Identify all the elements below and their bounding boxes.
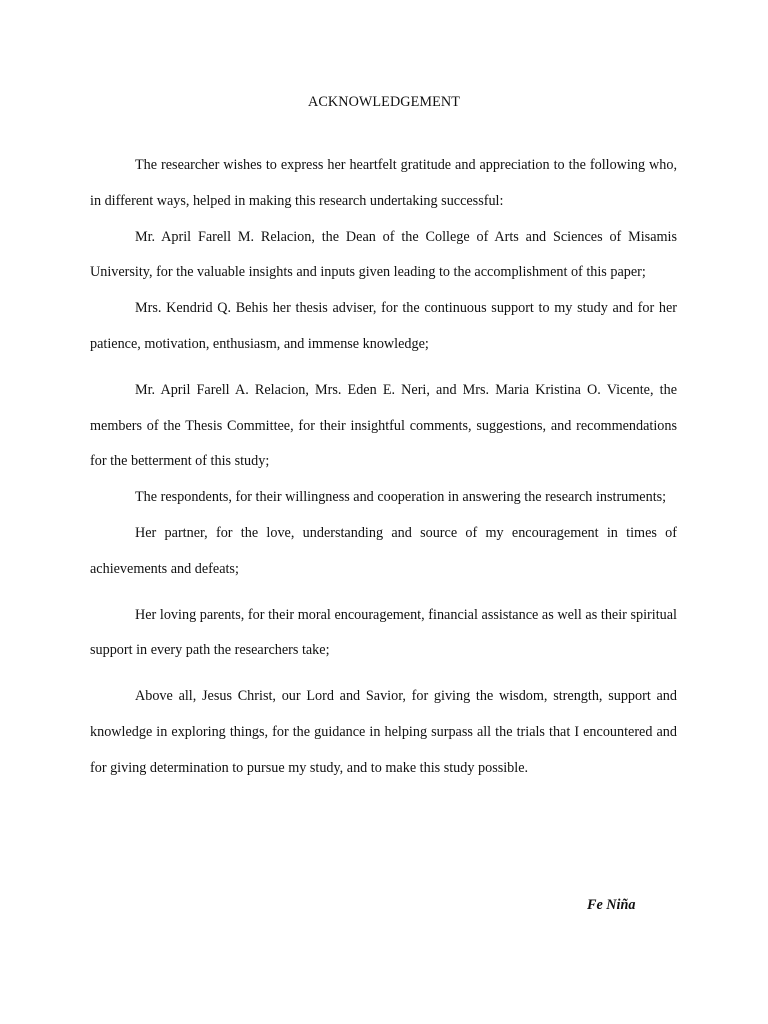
- spacer: [90, 669, 677, 679]
- paragraph-dean: Mr. April Farell M. Relacion, the Dean of the College of Arts and Sciences of Misamis University, for the valuable insights and inputs given leading to the accomplishment of this paper;: [90, 228, 677, 281]
- spacer: [90, 363, 677, 373]
- paragraph-respondents: The respondents, for their willingness and cooperation in answering the research instruments;: [135, 489, 667, 506]
- paragraph-adviser: Mrs. Kendrid Q. Behis her thesis adviser, for the continuous support to my study and for her patience, motivation, enthusiasm, and immense knowledge;: [90, 300, 677, 352]
- document-body: [90, 148, 677, 787]
- paragraph-committee: Mr. April Farell A. Relacion, Mrs. Eden E. Neri, and Mrs. Maria Kristina O. Vicente, the members of the Thesis Committee, for their insightful comments, suggestions, and recommendations for the betterment of this study;: [90, 381, 677, 470]
- paragraph-parents: Her loving parents, for their moral encouragement, financial assistance as well as their spiritual support in every path the researchers take;: [90, 606, 677, 659]
- paragraph-partner: Her partner, for the love, understanding and source of my encouragement in times of achievements and defeats;: [90, 524, 677, 577]
- paragraph-intro: The researcher wishes to express her heartfelt gratitude and appreciation to the following who, in different ways, helped in making this research undertaking successful:: [90, 157, 677, 209]
- spacer: [90, 588, 677, 598]
- signature-name: Fe Niña: [587, 897, 636, 913]
- paragraph-closing: Above all, Jesus Christ, our Lord and Savior, for giving the wisdom, strength, support and knowledge in exploring things, for the guidance in helping surpass all the trials that I encountered and for giving determination to pursue my study, and to make this study possible.: [90, 688, 677, 776]
- page-title: ACKNOWLEDGEMENT: [307, 94, 461, 110]
